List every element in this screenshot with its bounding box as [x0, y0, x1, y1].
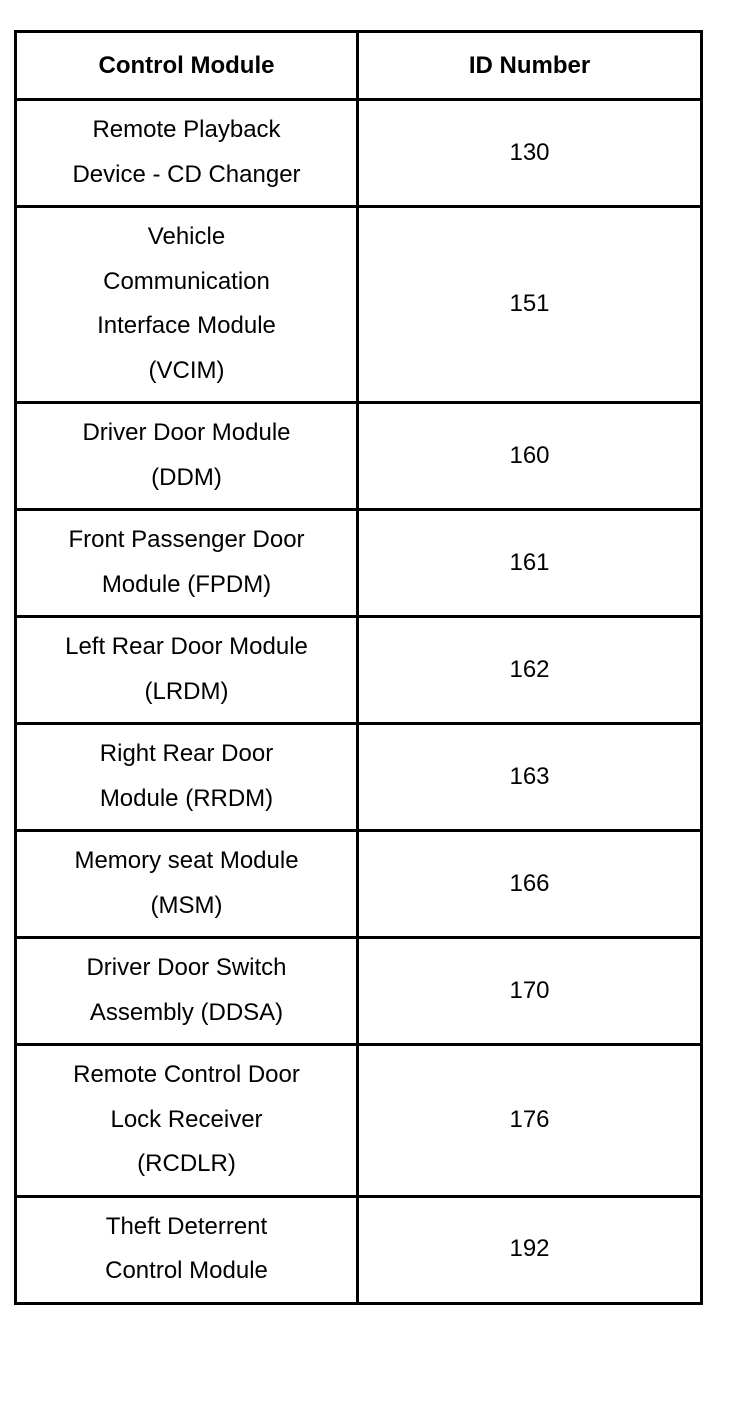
- control-module-name-line: Assembly (DDSA): [89, 998, 284, 1026]
- id-number-cell: 163: [358, 724, 702, 831]
- control-module-cell: [16, 510, 358, 617]
- control-module-name-line: Driver Door Module: [82, 419, 291, 446]
- table-row: [16, 831, 702, 938]
- table-row: [16, 724, 702, 831]
- table-row: [16, 1196, 702, 1303]
- column-header-id-number: ID Number: [358, 32, 702, 100]
- id-number-cell: 130: [358, 100, 702, 207]
- column-header-control-module: Control Module: [16, 32, 358, 100]
- id-number-cell: 166: [358, 831, 702, 938]
- control-module-name-line: (VCIM): [148, 356, 225, 384]
- id-number-cell: 176: [358, 1045, 702, 1197]
- control-module-cell: [16, 403, 358, 510]
- control-module-cell: [16, 617, 358, 724]
- id-number-cell: 170: [358, 938, 702, 1045]
- control-module-name-line: Remote Control Door: [73, 1061, 300, 1088]
- table-row: [16, 617, 702, 724]
- control-module-name-line: Driver Door Switch: [86, 954, 287, 981]
- table-row: [16, 207, 702, 403]
- table-row: [16, 510, 702, 617]
- control-module-name-line: (MSM): [150, 891, 223, 919]
- control-module-name-line: Interface Module: [97, 312, 276, 339]
- table-header-row: [16, 32, 702, 100]
- table-row: [16, 403, 702, 510]
- control-module-name-line: Module (FPDM): [101, 570, 272, 598]
- control-module-name-line: Theft Deterrent: [105, 1212, 268, 1240]
- table-row: [16, 100, 702, 207]
- control-module-name-line: Vehicle: [147, 223, 226, 250]
- control-module-name-line: Communication: [103, 267, 270, 295]
- control-module-name-line: Memory seat Module: [74, 847, 299, 874]
- control-module-name-line: Device - CD Changer: [72, 160, 301, 188]
- control-module-name-line: Left Rear Door Module: [65, 633, 308, 660]
- control-module-cell: [16, 938, 358, 1045]
- control-module-cell: [16, 1196, 358, 1303]
- table-body: [16, 100, 702, 1304]
- control-module-name-line: (RCDLR): [137, 1150, 236, 1177]
- control-module-name-line: Remote Playback: [92, 116, 281, 143]
- table-row: [16, 938, 702, 1045]
- id-number-cell: 162: [358, 617, 702, 724]
- id-number-cell: 161: [358, 510, 702, 617]
- table-row: [16, 1045, 702, 1197]
- control-module-name-line: Control Module: [105, 1257, 268, 1284]
- control-module-name-line: (LRDM): [144, 677, 229, 705]
- control-module-cell: [16, 207, 358, 403]
- control-module-name-line: Right Rear Door: [99, 740, 274, 767]
- id-number-cell: 192: [358, 1196, 702, 1303]
- control-module-id-table: [14, 30, 703, 1305]
- id-number-cell: 160: [358, 403, 702, 510]
- control-module-name-line: Lock Receiver: [110, 1105, 263, 1133]
- control-module-cell: [16, 1045, 358, 1197]
- id-number-cell: 151: [358, 207, 702, 403]
- control-module-name-line: Module (RRDM): [99, 784, 274, 812]
- control-module-cell: [16, 724, 358, 831]
- control-module-cell: [16, 831, 358, 938]
- control-module-name-line: Front Passenger Door: [68, 526, 305, 553]
- control-module-name-line: (DDM): [151, 463, 222, 491]
- control-module-cell: [16, 100, 358, 207]
